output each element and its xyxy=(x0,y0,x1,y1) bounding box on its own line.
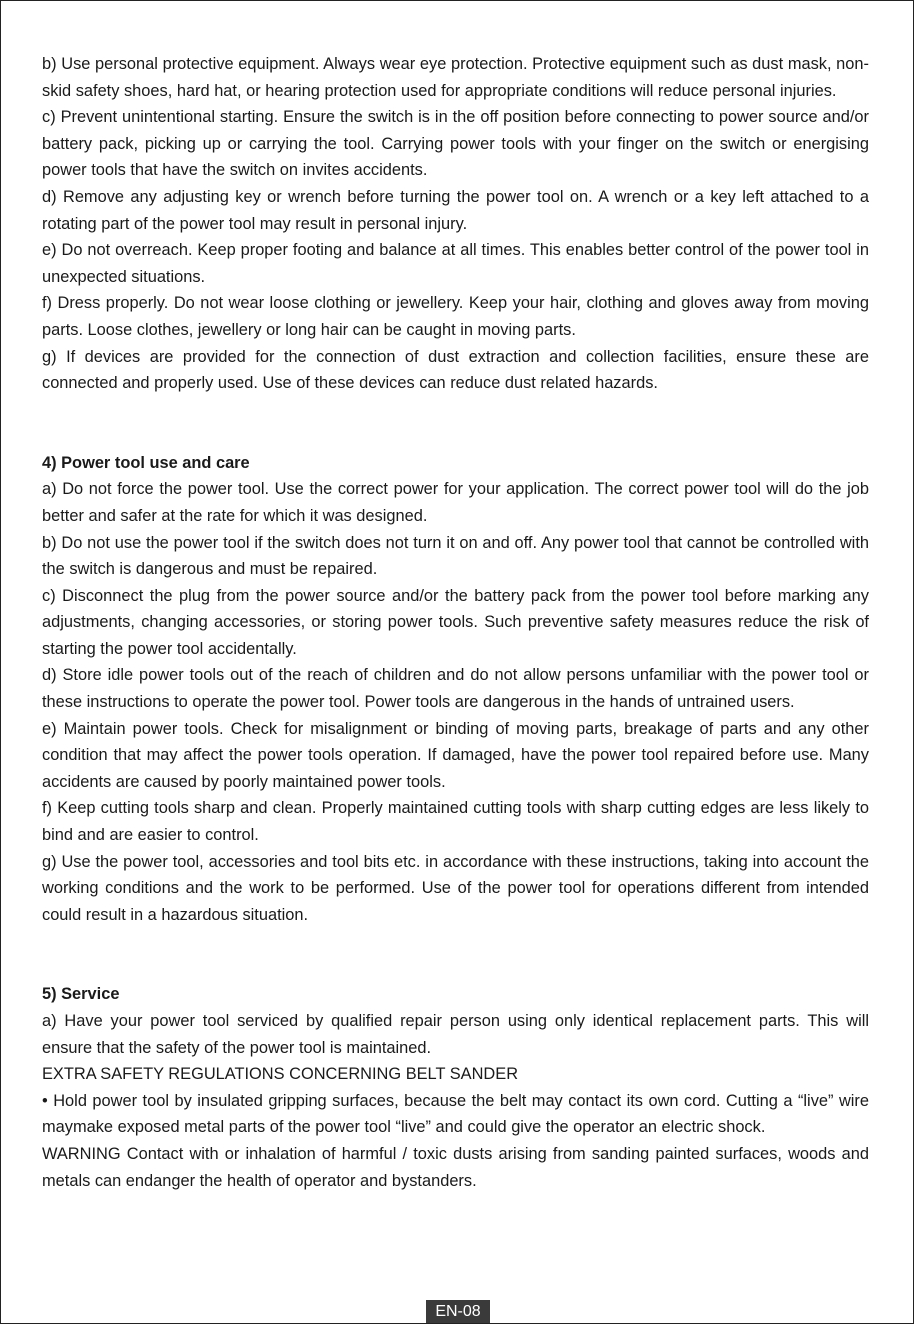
extra-safety-title: EXTRA SAFETY REGULATIONS CONCERNING BELT SANDER xyxy=(42,1065,519,1084)
section4-item-g: g) Use the power tool, accessories and tool bits etc. in accordance with these instructions, taking into account the working conditions and the work to be performed. Use of the power tool for operations different from intended could result in a hazardous situation. xyxy=(42,852,869,924)
page-content xyxy=(42,51,869,1194)
section3-item-b: b) Use personal protective equipment. Always wear eye protection. Protective equipment such as dust mask, non-skid safety shoes, hard hat, or hearing protection used for appropriate conditions will reduce personal injuries. xyxy=(42,55,869,100)
section3-item-f: f) Dress properly. Do not wear loose clothing or jewellery. Keep your hair, clothing and gloves away from moving parts. Loose clothes, jewellery or long hair can be caught in moving parts. xyxy=(42,294,869,339)
dust-warning: WARNING Contact with or inhalation of harmful / toxic dusts arising from sanding painted surfaces, woods and metals can endanger the health of operator and bystanders. xyxy=(42,1144,869,1190)
section4-item-a: a) Do not force the power tool. Use the correct power for your application. The correct power tool will do the job better and safer at the rate for which it was designed. xyxy=(42,480,869,525)
section3-item-e: e) Do not overreach. Keep proper footing and balance at all times. This enables better control of the power tool in unexpected situations. xyxy=(42,241,869,286)
section5-heading: 5) Service xyxy=(42,985,120,1004)
section-spacer xyxy=(42,397,869,450)
section4-item-f: f) Keep cutting tools sharp and clean. Properly maintained cutting tools with sharp cutting edges are less likely to bind and are easier to control. xyxy=(42,799,869,845)
section4-item-b: b) Do not use the power tool if the switch does not turn it on and off. Any power tool that cannot be controlled with the switch is dangerous and must be repaired. xyxy=(42,533,869,579)
section3-item-g: g) If devices are provided for the connection of dust extraction and collection facilities, ensure these are connected and properly used. Use of these devices can reduce dust related hazards. xyxy=(42,347,869,393)
section4-item-d: d) Store idle power tools out of the reach of children and do not allow persons unfamiliar with the power tool or these instructions to operate the power tool. Power tools are dangerous in the hands of untrained users. xyxy=(42,666,869,712)
section-spacer xyxy=(42,928,869,981)
belt-cord-warning: • Hold power tool by insulated gripping surfaces, because the belt may contact its own cord. Cutting a “live” wire maymake exposed metal parts of the power tool “live” and could give the operator an electric shock. xyxy=(42,1091,869,1137)
section4-heading: 4) Power tool use and care xyxy=(42,453,250,472)
section4-item-e: e) Maintain power tools. Check for misalignment or binding of moving parts, breakage of parts and any other condition that may affect the power tools operation. If damaged, have the power tool repaired before use. Many accidents are caused by poorly maintained power tools. xyxy=(42,719,869,791)
section3-item-d: d) Remove any adjusting key or wrench before turning the power tool on. A wrench or a key left attached to a rotating part of the power tool may result in personal injury. xyxy=(42,187,869,233)
section5-item-a: a) Have your power tool serviced by qualified repair person using only identical replacement parts. This will ensure that the safety of the power tool is maintained. xyxy=(42,1012,869,1057)
page-number-badge: EN-08 xyxy=(426,1300,490,1323)
section4-item-c: c) Disconnect the plug from the power source and/or the battery pack from the power tool before marking any adjustments, changing accessories, or storing power tools. Such preventive safety measures reduce the risk of starting the power tool accidentally. xyxy=(42,586,869,658)
section3-item-c: c) Prevent unintentional starting. Ensure the switch is in the off position before connecting to power source and/or battery pack, picking up or carrying the tool. Carrying power tools with your finger on the switch or energising power tools that have the switch on invites accidents. xyxy=(42,108,869,180)
